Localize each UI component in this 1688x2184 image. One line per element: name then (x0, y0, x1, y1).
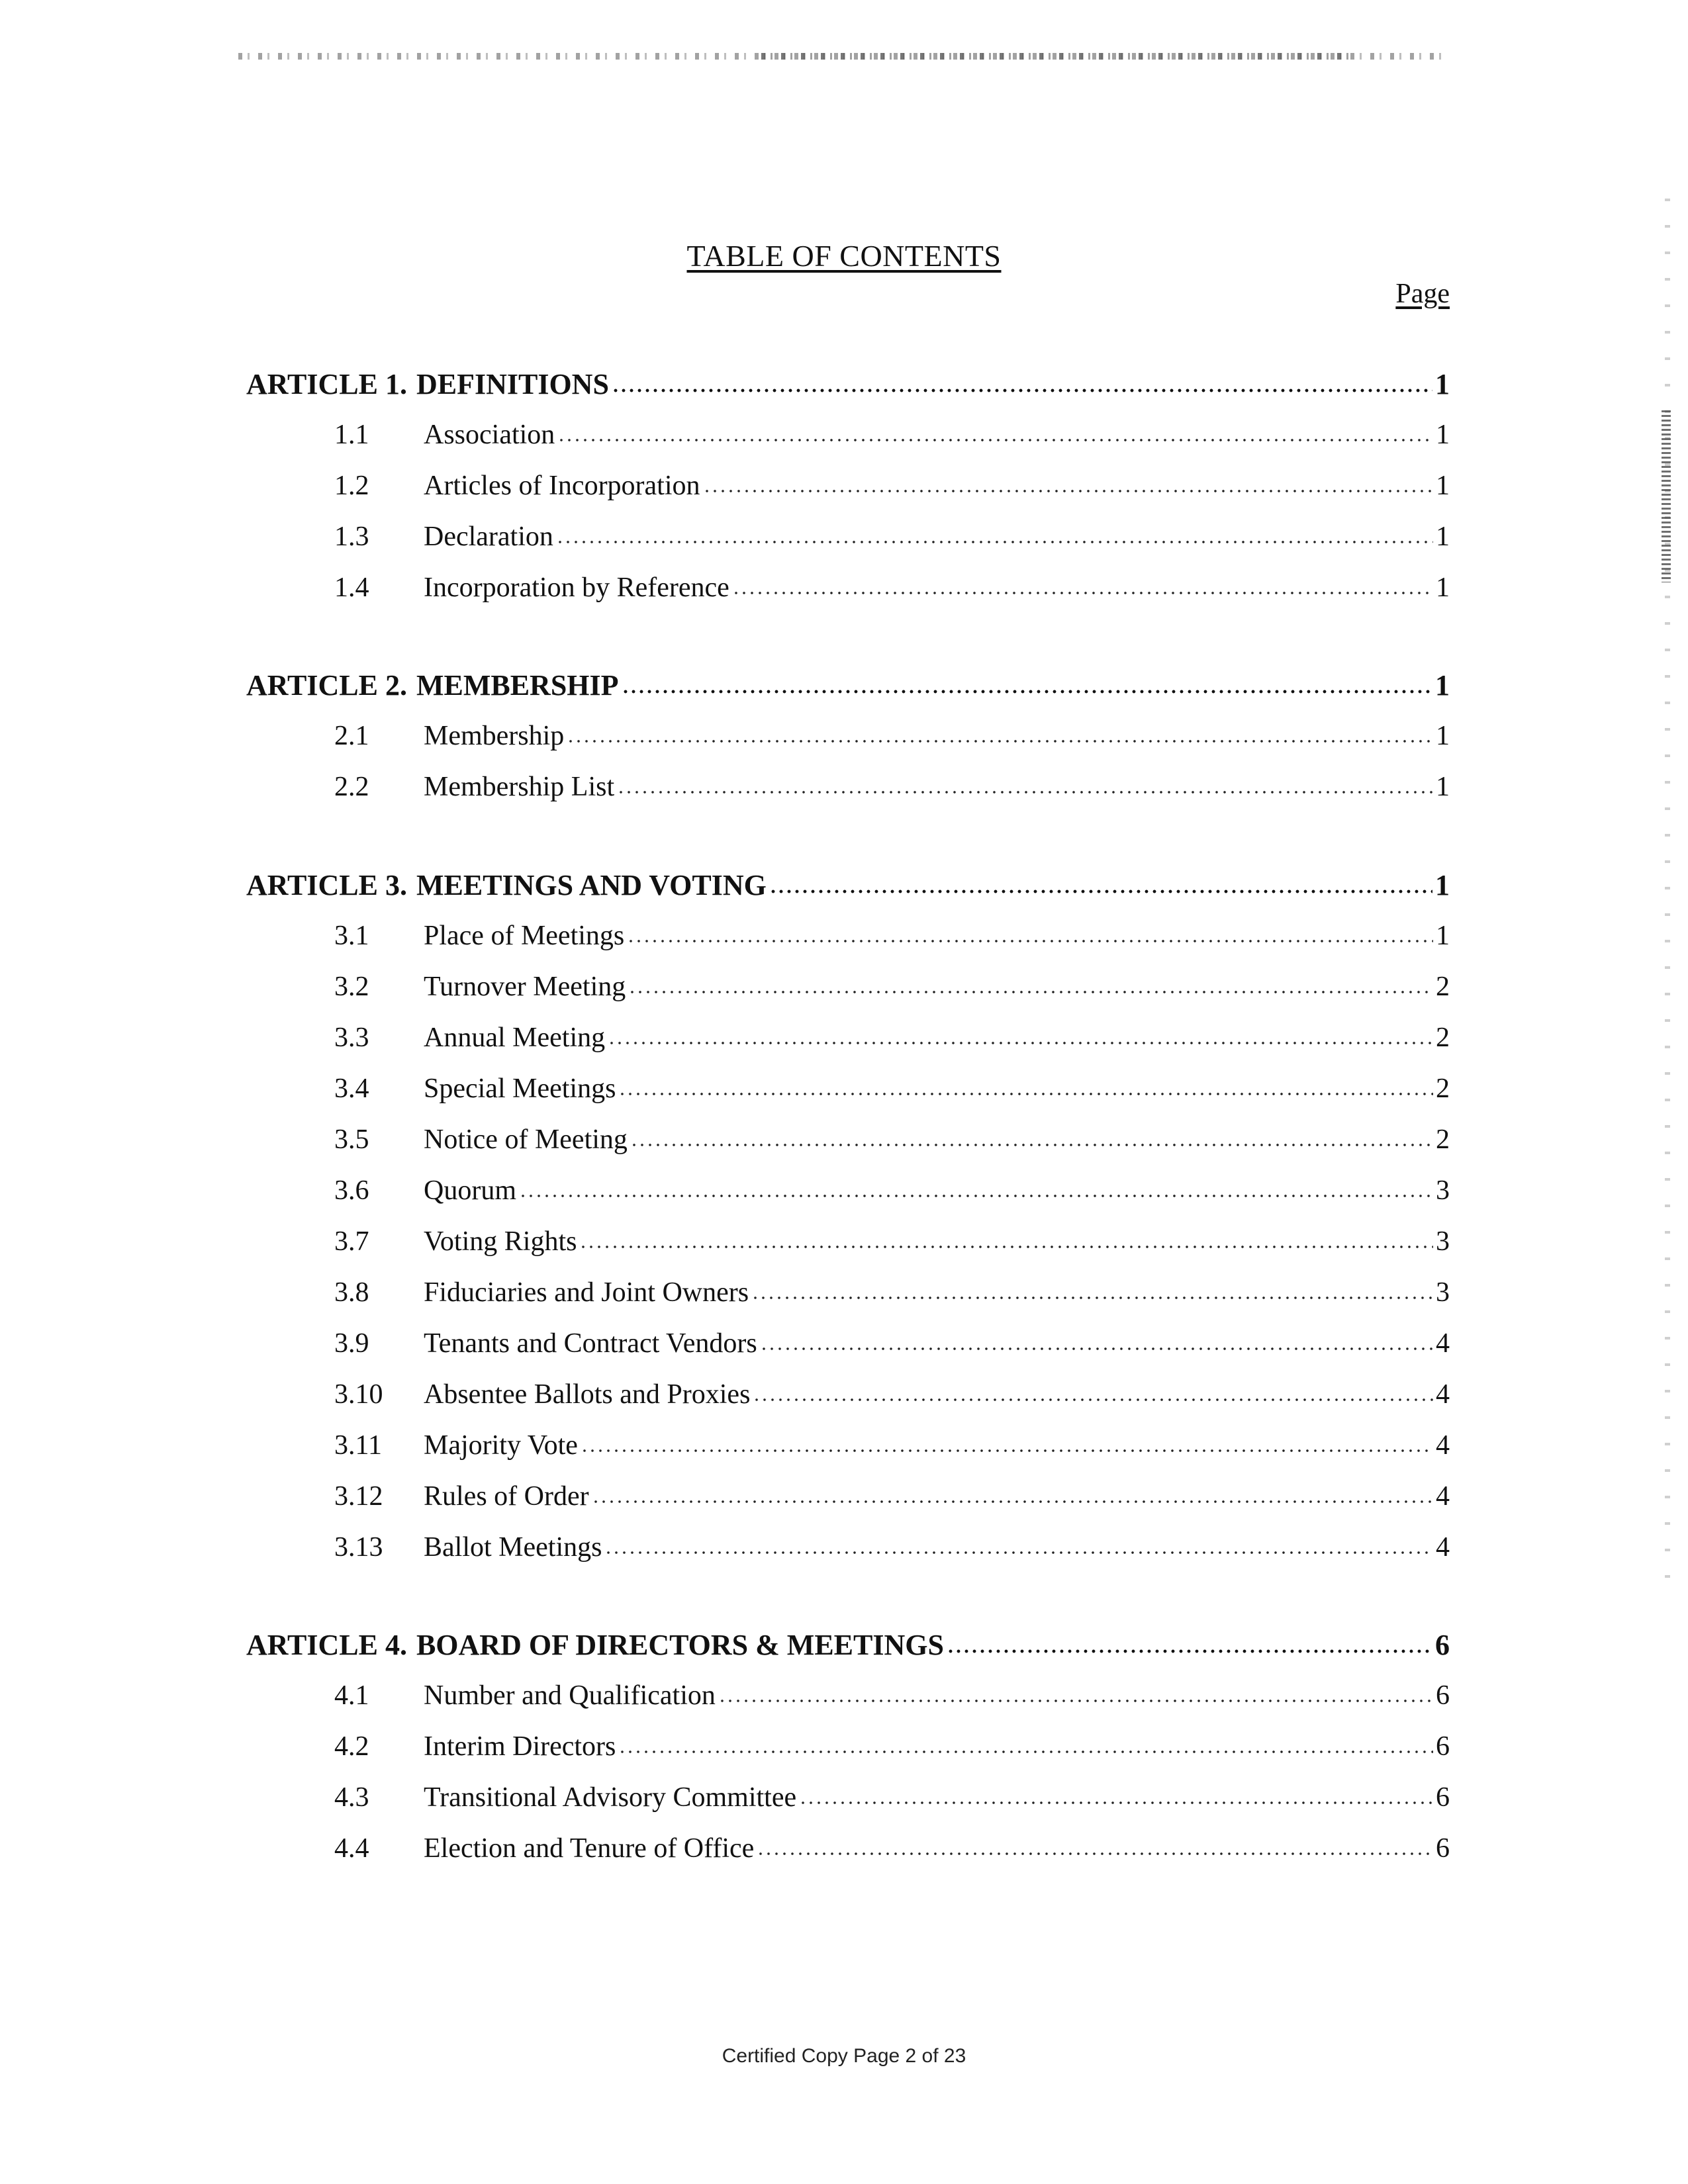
section-title: Articles of Incorporation (424, 471, 700, 501)
section-number: 1.4 (334, 572, 369, 603)
dot-leader (618, 1091, 1433, 1097)
section-title: Voting Rights (424, 1226, 577, 1257)
section-title: Quorum (424, 1175, 516, 1206)
section-title: Membership (424, 721, 565, 751)
section-number: 3.4 (334, 1073, 369, 1104)
page-column-header: Page (1395, 279, 1450, 309)
section-page: 6 (1436, 1782, 1450, 1813)
section-page: 3 (1436, 1226, 1450, 1257)
section-title: Notice of Meeting (424, 1124, 628, 1155)
section-page: 4 (1436, 1430, 1450, 1461)
section-number: 1.1 (334, 420, 369, 450)
toc-section-1-2[interactable] (334, 470, 1450, 502)
dot-leader (732, 590, 1433, 596)
section-title: Number and Qualification (424, 1680, 716, 1711)
section-page: 2 (1436, 1023, 1450, 1053)
section-page: 2 (1436, 1073, 1450, 1104)
section-page: 4 (1436, 1379, 1450, 1410)
dot-leader (753, 1396, 1433, 1403)
dot-leader (760, 1345, 1433, 1352)
toc-section-3-9[interactable] (334, 1328, 1450, 1359)
section-title: Declaration (424, 522, 553, 552)
article-title: DEFINITIONS (416, 368, 609, 400)
section-title: Turnover Meeting (424, 972, 626, 1002)
dot-leader (799, 1799, 1433, 1806)
section-page: 6 (1436, 1680, 1450, 1711)
section-page: 6 (1436, 1833, 1450, 1864)
toc-article-1[interactable] (246, 367, 1450, 401)
article-title: BOARD OF DIRECTORS & MEETINGS (416, 1629, 944, 1661)
section-number: 4.2 (334, 1731, 369, 1762)
scan-artifact-top-dense (761, 53, 1357, 60)
dot-leader (628, 989, 1433, 995)
section-page: 2 (1436, 972, 1450, 1002)
section-page: 6 (1436, 1731, 1450, 1762)
section-page: 3 (1436, 1277, 1450, 1308)
section-title: Majority Vote (424, 1430, 578, 1461)
toc-section-3-4[interactable] (334, 1073, 1450, 1105)
section-page: 1 (1436, 772, 1450, 802)
toc-section-2-1[interactable] (334, 720, 1450, 752)
toc-title: TABLE OF CONTENTS (686, 239, 1002, 273)
section-title: Annual Meeting (424, 1023, 606, 1053)
dot-leader (617, 789, 1433, 796)
section-number: 3.9 (334, 1328, 369, 1359)
section-title: Incorporation by Reference (424, 572, 729, 603)
section-page: 1 (1436, 721, 1450, 751)
section-number: 2.2 (334, 772, 369, 802)
section-page: 1 (1436, 471, 1450, 501)
section-number: 3.7 (334, 1226, 369, 1257)
section-number: 4.4 (334, 1833, 369, 1864)
section-page: 1 (1436, 921, 1450, 951)
dot-leader (618, 1749, 1433, 1755)
section-number: 3.12 (334, 1481, 383, 1512)
section-title: Transitional Advisory Committee (424, 1782, 797, 1813)
toc-section-3-7[interactable] (334, 1226, 1450, 1257)
dot-leader (592, 1498, 1433, 1505)
article-number: ARTICLE 3. (246, 869, 407, 901)
section-title: Association (424, 420, 555, 450)
section-title: Rules of Order (424, 1481, 589, 1512)
section-page: 4 (1436, 1532, 1450, 1563)
dot-leader (630, 1142, 1433, 1148)
toc-section-3-3[interactable] (334, 1022, 1450, 1054)
section-page: 4 (1436, 1328, 1450, 1359)
section-number: 3.6 (334, 1175, 369, 1206)
dot-leader (567, 738, 1433, 745)
article-title: MEMBERSHIP (416, 669, 619, 702)
article-page: 1 (1435, 669, 1450, 702)
dot-leader (579, 1244, 1433, 1250)
section-number: 4.3 (334, 1782, 369, 1813)
dot-leader (556, 539, 1433, 545)
section-number: 3.1 (334, 921, 369, 951)
dot-leader (718, 1698, 1433, 1704)
section-page: 1 (1436, 420, 1450, 450)
toc-section-1-4[interactable] (334, 572, 1450, 604)
section-page: 4 (1436, 1481, 1450, 1512)
toc-section-3-11[interactable] (334, 1430, 1450, 1461)
dot-leader (757, 1850, 1433, 1857)
section-title: Membership List (424, 772, 615, 802)
dot-leader (703, 488, 1433, 494)
dot-leader (627, 938, 1433, 944)
article-number: ARTICLE 1. (246, 368, 407, 400)
toc-section-1-1[interactable] (334, 419, 1450, 451)
dot-leader (751, 1295, 1433, 1301)
toc-section-3-5[interactable] (334, 1124, 1450, 1156)
toc-article-3[interactable] (246, 868, 1450, 902)
toc-section-4-4[interactable] (334, 1833, 1450, 1864)
section-number: 1.2 (334, 471, 369, 501)
section-number: 3.11 (334, 1430, 382, 1461)
section-number: 3.10 (334, 1379, 383, 1410)
article-title: MEETINGS AND VOTING (416, 869, 767, 901)
section-number: 2.1 (334, 721, 369, 751)
section-title: Tenants and Contract Vendors (424, 1328, 757, 1359)
dot-leader (947, 1648, 1432, 1655)
dot-leader (557, 437, 1433, 443)
section-page: 2 (1436, 1124, 1450, 1155)
section-number: 3.2 (334, 972, 369, 1002)
toc-section-3-1[interactable] (334, 920, 1450, 952)
toc-article-4[interactable] (246, 1628, 1450, 1662)
section-title: Ballot Meetings (424, 1532, 602, 1563)
toc-section-3-6[interactable] (334, 1175, 1450, 1206)
section-number: 3.5 (334, 1124, 369, 1155)
section-number: 3.3 (334, 1023, 369, 1053)
section-title: Special Meetings (424, 1073, 616, 1104)
toc-section-3-13[interactable] (334, 1531, 1450, 1563)
toc-section-1-3[interactable] (334, 521, 1450, 553)
scan-artifact-right (1665, 199, 1670, 1588)
section-page: 1 (1436, 522, 1450, 552)
section-number: 1.3 (334, 522, 369, 552)
section-title: Election and Tenure of Office (424, 1833, 755, 1864)
page-footer: Certified Copy Page 2 of 23 (722, 2045, 966, 2067)
section-title: Fiduciaries and Joint Owners (424, 1277, 749, 1308)
section-title: Interim Directors (424, 1731, 616, 1762)
article-number: ARTICLE 2. (246, 669, 407, 702)
toc-section-4-1[interactable] (334, 1680, 1450, 1711)
section-number: 3.8 (334, 1277, 369, 1308)
dot-leader (769, 888, 1432, 895)
toc-article-2[interactable] (246, 668, 1450, 702)
article-number: ARTICLE 4. (246, 1629, 407, 1661)
dot-leader (608, 1040, 1433, 1046)
section-page: 3 (1436, 1175, 1450, 1206)
dot-leader (622, 688, 1432, 695)
section-title: Place of Meetings (424, 921, 625, 951)
dot-leader (519, 1193, 1433, 1199)
dot-leader (612, 387, 1432, 394)
dot-leader (604, 1549, 1433, 1556)
toc-section-3-12[interactable] (334, 1480, 1450, 1512)
dot-leader (581, 1447, 1433, 1454)
section-number: 3.13 (334, 1532, 383, 1563)
section-number: 4.1 (334, 1680, 369, 1711)
toc-section-2-2[interactable] (334, 771, 1450, 803)
toc-section-3-8[interactable] (334, 1277, 1450, 1308)
section-page: 1 (1436, 572, 1450, 603)
article-page: 6 (1435, 1629, 1450, 1661)
article-page: 1 (1435, 869, 1450, 901)
article-page: 1 (1435, 368, 1450, 400)
toc-section-3-2[interactable] (334, 971, 1450, 1003)
scan-artifact-right-mark (1662, 410, 1671, 582)
section-title: Absentee Ballots and Proxies (424, 1379, 751, 1410)
toc-section-3-10[interactable] (334, 1379, 1450, 1410)
toc-section-4-2[interactable] (334, 1731, 1450, 1762)
toc-section-4-3[interactable] (334, 1782, 1450, 1813)
